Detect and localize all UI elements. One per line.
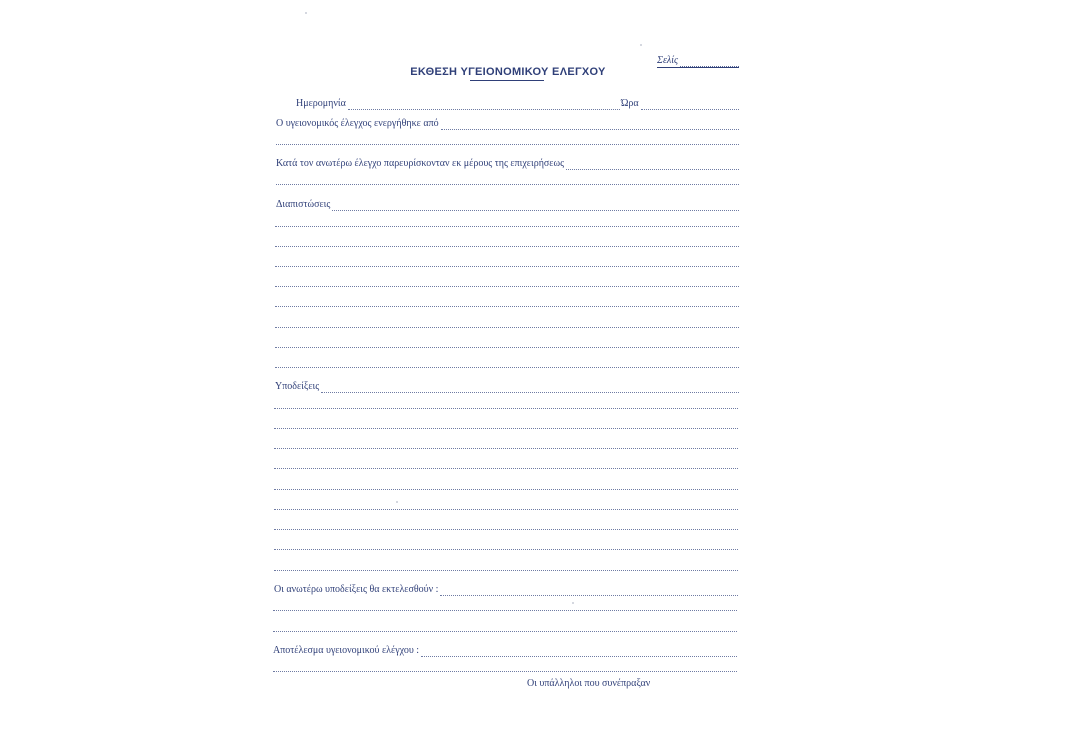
scan-speck: [396, 501, 398, 503]
instructions-line[interactable]: [274, 489, 738, 490]
performed-by-field[interactable]: [276, 114, 739, 130]
findings-line[interactable]: [275, 226, 739, 227]
date-label: Ημερομηνία: [296, 98, 346, 109]
execution-line[interactable]: [273, 631, 737, 632]
form-title: ΕΚΘΕΣΗ ΥΓΕΙΟΝΟΜΙΚΟΥ ΕΛΕΓΧΟΥ: [410, 66, 606, 78]
performed-by-line[interactable]: [276, 144, 739, 145]
execution-field[interactable]: [274, 580, 738, 596]
instructions-label: Υποδείξεις: [275, 381, 320, 392]
instructions-blank[interactable]: [321, 381, 739, 393]
instructions-field[interactable]: [275, 377, 739, 393]
signature-caption: Οι υπάλληλοι που συνέπραξαν: [527, 678, 651, 689]
findings-label: Διαπιστώσεις: [276, 199, 331, 210]
scan-speck: [305, 12, 307, 14]
title-underline: [470, 80, 544, 81]
present-blank[interactable]: [566, 158, 739, 170]
findings-field[interactable]: [276, 195, 739, 211]
scan-speck: [640, 44, 642, 46]
time-field[interactable]: [621, 94, 739, 110]
findings-line[interactable]: [275, 266, 739, 267]
instructions-line[interactable]: [274, 468, 738, 469]
result-line[interactable]: [273, 671, 737, 672]
result-blank[interactable]: [421, 645, 737, 657]
time-blank[interactable]: [641, 98, 739, 110]
instructions-line[interactable]: [274, 448, 738, 449]
findings-line[interactable]: [275, 347, 739, 348]
present-label: Κατά τον ανωτέρω έλεγχο παρευρίσκονταν εκ μέρους της επιχειρήσεως: [276, 158, 565, 169]
present-field[interactable]: [276, 154, 739, 170]
findings-line[interactable]: [275, 327, 739, 328]
result-label: Αποτέλεσμα υγειονομικού ελέγχου :: [273, 645, 420, 656]
instructions-line[interactable]: [274, 549, 738, 550]
findings-blank[interactable]: [332, 199, 739, 211]
findings-line[interactable]: [275, 306, 739, 307]
findings-line[interactable]: [275, 246, 739, 247]
execution-blank[interactable]: [440, 584, 738, 596]
performed-by-blank[interactable]: [441, 118, 739, 130]
time-label: Ώρα: [621, 98, 639, 109]
scan-speck: [572, 602, 574, 604]
performed-by-label: Ο υγειονομικός έλεγχος ενεργήθηκε από: [276, 118, 439, 129]
instructions-line[interactable]: [274, 509, 738, 510]
instructions-line[interactable]: [274, 570, 738, 571]
date-field[interactable]: [296, 94, 620, 110]
instructions-line[interactable]: [274, 428, 738, 429]
execution-label: Οι ανωτέρω υποδείξεις θα εκτελεσθούν :: [274, 584, 439, 595]
instructions-line[interactable]: [274, 529, 738, 530]
date-blank[interactable]: [348, 98, 620, 110]
result-field[interactable]: [273, 641, 737, 657]
findings-line[interactable]: [275, 367, 739, 368]
page-number-label: Σελίς: [657, 55, 679, 66]
findings-line[interactable]: [275, 286, 739, 287]
execution-line[interactable]: [273, 610, 737, 611]
instructions-line[interactable]: [274, 408, 738, 409]
present-line[interactable]: [276, 184, 739, 185]
